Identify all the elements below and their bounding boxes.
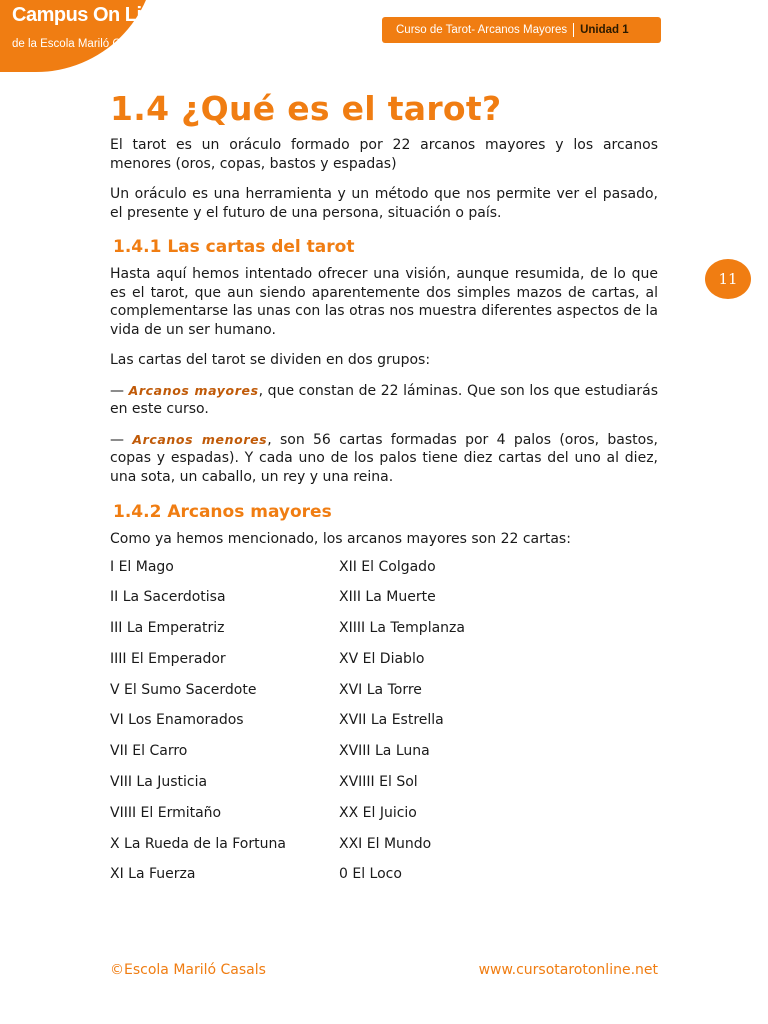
list-item: 0 El Loco	[339, 866, 402, 883]
item-mayores-text: , que constan de 22 láminas. Que son los que estudiarás en este curso.	[110, 382, 658, 417]
list-item: XI La Fuerza	[110, 866, 196, 883]
cartas-paragraph-1: Hasta aquí hemos intentado ofrecer una visión, aunque resumida, de lo que es el tarot, que aun siendo aparentemente dos simples mazos de cartas, al complementarse las unas con las otras nos muestra diferentes aspectos de la vida de un ser humano.	[110, 266, 658, 338]
logo-campus: Campus	[12, 4, 88, 26]
page-content	[110, 86, 658, 890]
list-item: XVIIII El Sol	[339, 774, 418, 791]
dash-2: —	[110, 431, 124, 448]
list-item-mayores	[110, 382, 658, 419]
dash-1: —	[110, 382, 124, 399]
term-arcanos-mayores: Arcanos mayores	[128, 382, 259, 398]
list-item: XV El Diablo	[339, 650, 425, 667]
list-item: XIIII La Templanza	[339, 620, 465, 637]
list-item: III La Emperatriz	[110, 620, 225, 637]
list-item: X La Rueda de la Fortuna	[110, 835, 286, 852]
footer-website-link[interactable]: www.cursotarotonline.net	[478, 962, 658, 978]
footer-copyright: ©Escola Mariló Casals	[110, 962, 266, 978]
cartas-paragraph-2: Las cartas del tarot se dividen en dos grupos:	[110, 352, 431, 368]
list-item: I El Mago	[110, 558, 174, 575]
header-banner	[382, 17, 661, 43]
list-item: IIII El Emperador	[110, 650, 226, 667]
list-item: XVIII La Luna	[339, 743, 430, 760]
list-item: VII El Carro	[110, 743, 188, 760]
footer	[110, 962, 658, 978]
section-heading-cartas: 1.4.1 Las cartas del tarot	[113, 237, 355, 257]
intro-paragraph-1: El tarot es un oráculo formado por 22 arcanos mayores y los arcanos menores (oros, copas, bastos y espadas)	[110, 137, 658, 172]
list-item: II La Sacerdotisa	[110, 589, 226, 606]
page-title: 1.4 ¿Qué es el tarot?	[110, 89, 502, 128]
list-item: XII El Colgado	[339, 558, 436, 575]
logo-subtitle: de la Escola Mariló Casals	[12, 38, 148, 50]
logo-online: On Line	[92, 4, 164, 26]
header-unit: Unidad 1	[580, 24, 629, 36]
list-item: XVII La Estrella	[339, 712, 444, 729]
list-item: XVI La Torre	[339, 681, 422, 698]
item-menores-text: , son 56 cartas formadas por 4 palos (oros, bastos, copas y espadas). Y cada uno de los palos tiene diez cartas del uno al diez, una sota, un caballo, un rey y una reina.	[110, 431, 658, 485]
header-separator	[573, 23, 574, 37]
arcanos-intro: Como ya hemos mencionado, los arcanos mayores son 22 cartas:	[110, 531, 571, 547]
header-course: Curso de Tarot- Arcanos Mayores	[396, 24, 568, 36]
section-heading-arcanos: 1.4.2 Arcanos mayores	[113, 502, 332, 522]
list-item: XX El Juicio	[339, 804, 417, 821]
list-item: VI Los Enamorados	[110, 712, 244, 729]
list-item-menores	[110, 431, 658, 487]
list-item: VIII La Justicia	[110, 774, 208, 791]
logo-title	[12, 4, 164, 27]
page-number-badge: 11	[705, 259, 751, 299]
intro-paragraph-2: Un oráculo es una herramienta y un método que nos permite ver el pasado, el presente y el futuro de una persona, situación o país.	[110, 186, 658, 221]
term-arcanos-menores: Arcanos menores	[132, 431, 268, 447]
list-item: XXI El Mundo	[339, 835, 432, 852]
arcanos-list	[110, 552, 658, 891]
list-item: VIIII El Ermitaño	[110, 804, 222, 821]
list-item: V El Sumo Sacerdote	[110, 681, 257, 698]
list-item: XIII La Muerte	[339, 589, 436, 606]
